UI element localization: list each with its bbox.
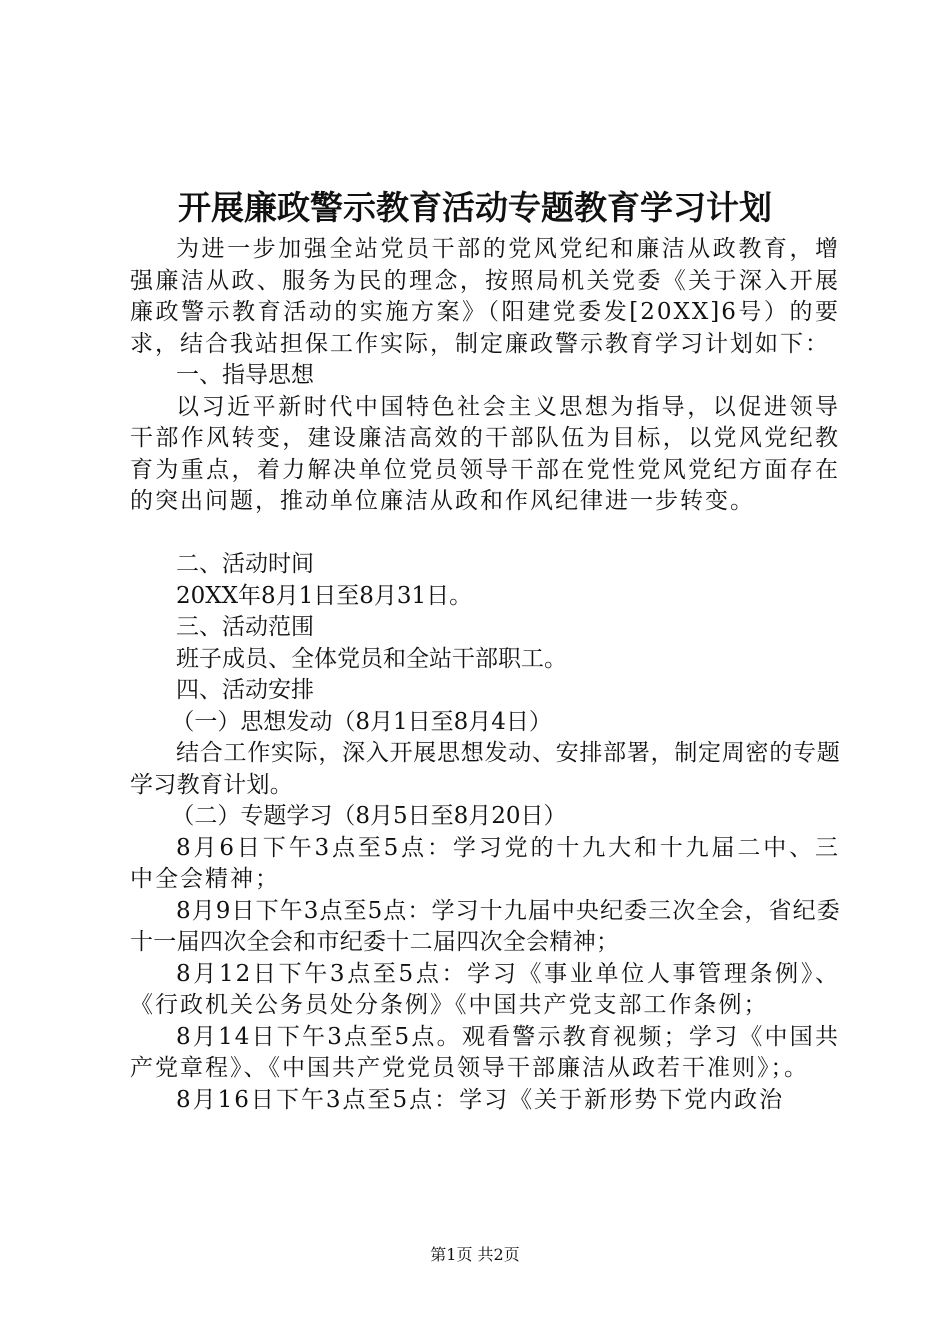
- mobilization-paragraph: 结合工作实际，深入开展思想发动、安排部署，制定周密的专题学习教育计划。: [130, 740, 840, 798]
- study-item-aug-9: 8月9日下午3点至5点：学习十九届中央纪委三次全会，省纪委十一届四次全会和市纪委十二届四次全会精神；: [130, 897, 840, 955]
- study-item-aug-12: 8月12日下午3点至5点：学习《事业单位人事管理条例》、《行政机关公务员处分条例》《中国共产党支部工作条例；: [130, 960, 840, 1018]
- section-heading-activity-arrangement: 四、活动安排: [176, 677, 314, 703]
- subsection-heading-special-study: （二）专题学习（8月5日至8月20日）: [171, 803, 567, 829]
- study-item-aug-16: 8月16日下午3点至5点：学习《关于新形势下党内政治: [176, 1086, 785, 1113]
- activity-time-paragraph: 20XX年8月1日至8月31日。: [176, 582, 473, 609]
- page-number-footer: 第1页 共2页: [430, 1245, 520, 1264]
- intro-paragraph: 为进一步加强全站党员干部的党风党纪和廉洁从政教育，增强廉洁从政、服务为民的理念，按照局机关党委《关于深入开展廉政警示教育活动的实施方案》（阳建党委发[20XX]6号）的要求，结合我站担保工作实际，制定廉政警示教育学习计划如下：: [130, 236, 840, 357]
- document-title: 开展廉政警示教育活动专题教育学习计划: [178, 188, 772, 227]
- study-item-aug-6: 8月6日下午3点至5点：学习党的十九大和十九届二中、三中全会精神；: [130, 834, 840, 892]
- subsection-heading-mobilization: （一）思想发动（8月1日至8月4日）: [171, 708, 552, 735]
- section-heading-guiding-ideology: 一、指导思想: [176, 362, 314, 388]
- guiding-ideology-paragraph: 以习近平新时代中国特色社会主义思想为指导，以促进领导干部作风转变，建设廉洁高效的干部队伍为目标，以党风党纪教育为重点，着力解决单位党员领导干部在党性党风党纪方面存在的突出问题，推动单位廉洁从政和作风纪律进一步转变。: [130, 393, 840, 514]
- section-heading-activity-time: 二、活动时间: [176, 551, 314, 577]
- section-heading-activity-scope: 三、活动范围: [176, 614, 314, 640]
- activity-scope-paragraph: 班子成员、全体党员和全站干部职工。: [176, 645, 567, 672]
- study-item-aug-14: 8月14日下午3点至5点。观看警示教育视频；学习《中国共产党章程》、《中国共产党党员领导干部廉洁从政若干准则》；。: [130, 1023, 840, 1081]
- document-body: [130, 234, 840, 1116]
